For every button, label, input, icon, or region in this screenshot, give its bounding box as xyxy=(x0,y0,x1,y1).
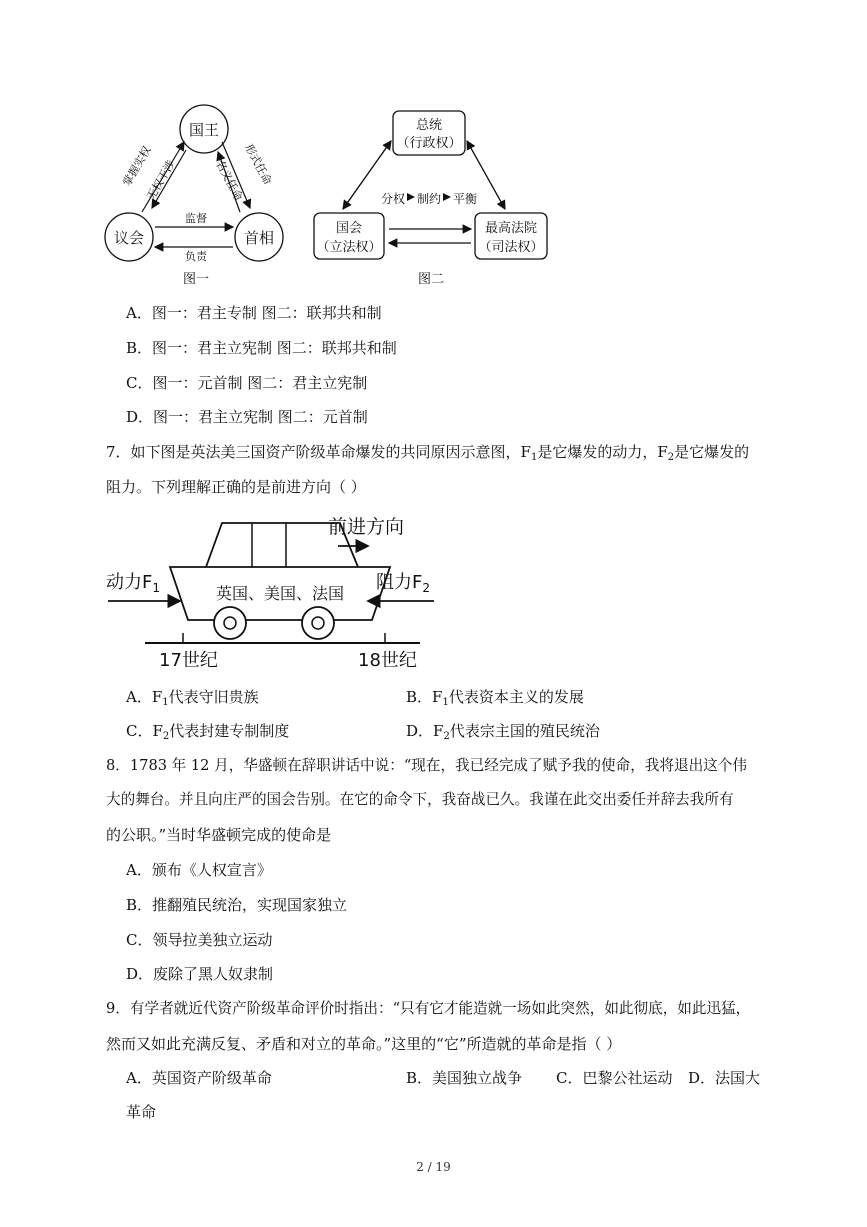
car-forces-diagram xyxy=(100,505,440,675)
node-parliament: 议会 xyxy=(113,229,145,247)
edge-label-formal-appoint: 形式任命 xyxy=(242,141,275,187)
force-right-label: 阻力$F_2$ xyxy=(376,572,430,595)
q7-option-b[interactable]: B．$F_1$代表资本主义的发展 xyxy=(406,688,584,708)
q7-sub-2: 2 xyxy=(667,452,675,463)
edge-label-nominal-appoint: 名义任命 xyxy=(213,157,246,203)
q9-option-b[interactable]: B．美国独立战争 xyxy=(406,1069,523,1087)
q8-stem-line2: 大的舞台。并且向庄严的国会告别。在它的命令下，我奋战已久。我谨在此交出委任并辞去我所有 xyxy=(106,791,734,808)
q6-option-a[interactable]: A．图一：君主专制 图二：联邦共和制 xyxy=(126,304,382,322)
edge-label-supervise: 监督 xyxy=(185,212,207,225)
center-separation: 分权 xyxy=(381,192,406,206)
node-president-sub: （行政权） xyxy=(396,136,462,151)
q9-option-d[interactable]: D．法国大 xyxy=(688,1069,761,1087)
q8-option-d[interactable]: D．废除了黑人奴隶制 xyxy=(126,965,274,983)
diagram-us-separation-of-powers xyxy=(305,105,555,295)
timeline-end: 18世纪 xyxy=(358,650,417,671)
q9-option-c[interactable]: C．巴黎公社运动 xyxy=(556,1069,673,1087)
edge-label-responsible: 负责 xyxy=(185,250,207,263)
page-number: 2 / 19 xyxy=(416,1160,451,1174)
q8-option-b[interactable]: B．推翻殖民统治，实现国家独立 xyxy=(126,896,348,914)
edge-label-no-interfere: 无权干涉 xyxy=(144,157,178,203)
q9-option-d-continued[interactable]: 革命 xyxy=(126,1103,157,1121)
node-court: 最高法院 xyxy=(484,221,538,236)
direction-label: 前进方向 xyxy=(328,516,405,538)
q7-stem-part-b: 是它爆发的动力，F xyxy=(537,443,668,461)
diagram1-caption: 图一 xyxy=(182,272,210,287)
node-president: 总统 xyxy=(415,118,443,133)
q9-stem-line1: 9．有学者就近代资产阶级革命评价时指出：“只有它才能造就一场如此突然，如此彻底，如此迅猛， xyxy=(106,1000,751,1017)
timeline-start: 17世纪 xyxy=(159,650,218,671)
q7-option-a[interactable]: A．$F_1$代表守旧贵族 xyxy=(126,688,259,708)
q7-option-c[interactable]: C．$F_2$代表封建专制制度 xyxy=(126,722,290,742)
q7-option-d[interactable]: D．$F_2$代表宗主国的殖民统治 xyxy=(406,722,600,742)
q8-option-c[interactable]: C．领导拉美独立运动 xyxy=(126,931,273,949)
center-checks: 制约 xyxy=(417,192,442,206)
q8-option-a[interactable]: A．颁布《人权宣言》 xyxy=(126,861,272,879)
edge-label-hold-power: 掌握实权 xyxy=(120,143,154,189)
q7-stem-line2: 阻力。下列理解正确的是前进方向（ ） xyxy=(106,478,366,496)
q6-option-c[interactable]: C．图一：元首制 图二：君主立宪制 xyxy=(126,374,368,392)
q9-stem-line2: 然而又如此充满反复、矛盾和对立的革命。”这里的“它”所造就的革命是指（ ） xyxy=(106,1035,622,1053)
node-court-sub: （司法权） xyxy=(478,240,544,255)
center-balance: 平衡 xyxy=(453,192,478,206)
q6-option-b[interactable]: B．图一：君主立宪制 图二：联邦共和制 xyxy=(126,339,397,357)
q9-option-a[interactable]: A．英国资产阶级革命 xyxy=(126,1069,272,1087)
q6-option-d[interactable]: D．图一：君主立宪制 图二：元首制 xyxy=(126,408,368,426)
node-congress: 国会 xyxy=(335,221,363,236)
q7-stem-line1 xyxy=(106,442,749,462)
diagram-british-constitutional-monarchy xyxy=(100,100,300,295)
q8-stem-line3: 的公职。”当时华盛顿完成的使命是 xyxy=(106,826,332,844)
q7-stem-part-a: 7．如下图是英法美三国资产阶级革命爆发的共同原因示意图，F xyxy=(106,443,531,461)
diagram2-caption: 图二 xyxy=(417,272,445,287)
force-left-label: 动力$F_1$ xyxy=(106,572,160,595)
q7-sub-1: 1 xyxy=(530,452,538,463)
node-pm: 首相 xyxy=(243,229,275,247)
node-king: 国王 xyxy=(188,121,220,139)
node-congress-sub: （立法权） xyxy=(316,240,382,255)
q7-stem-part-c: 是它爆发的 xyxy=(674,443,750,461)
countries-label: 英国、美国、法国 xyxy=(215,584,345,603)
q8-stem-line1: 8．1783 年 12 月，华盛顿在辞职讲话中说：“现在，我已经完成了赋予我的使命，我将退出这个伟 xyxy=(106,757,747,774)
